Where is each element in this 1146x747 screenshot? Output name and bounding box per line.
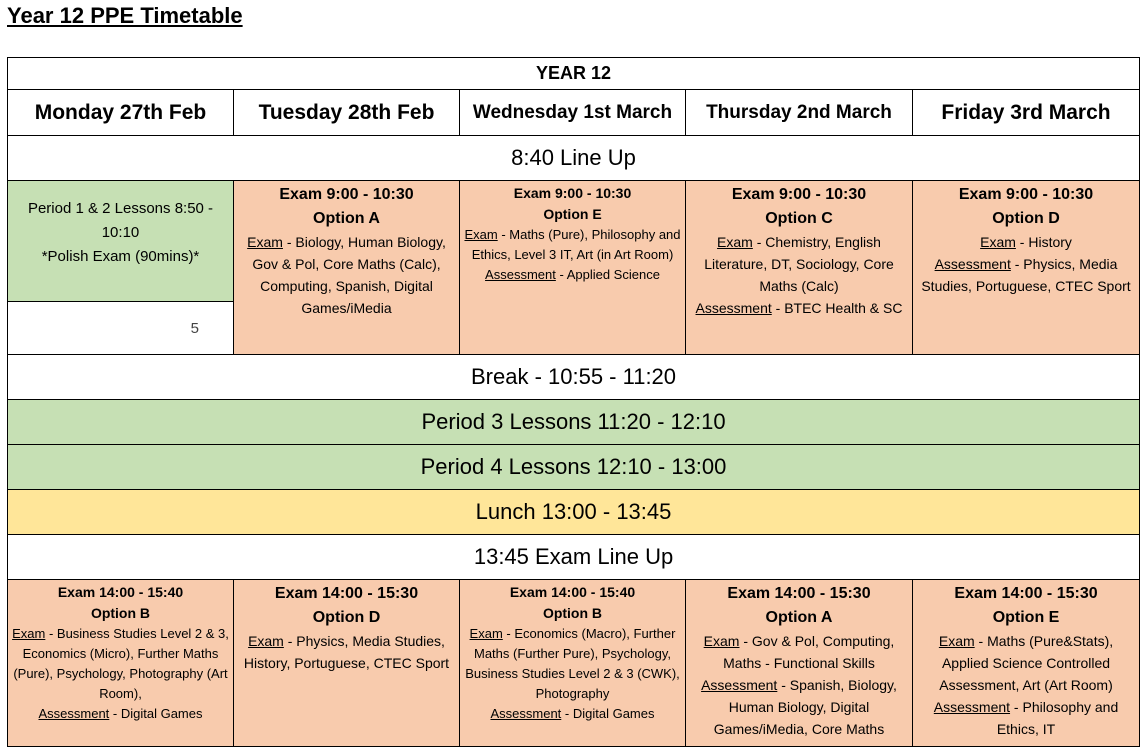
exam-time: Exam 9:00 - 10:30: [958, 186, 1094, 203]
assessment-label: Assessment: [490, 706, 562, 721]
thursday-am-exam: [686, 181, 913, 355]
exam-subjects: - Chemistry, English Literature, DT, Sociology, Core Maths (Calc): [704, 234, 894, 294]
exam-label: Exam: [12, 626, 46, 641]
friday-pm-exam: [913, 580, 1140, 747]
assessment-subjects: - Physics, Media Studies, Portuguese, CTEC Sport: [921, 256, 1131, 294]
exam-option: Option D: [992, 210, 1060, 227]
exam-time: Exam 14:00 - 15:30: [727, 585, 871, 602]
lunch-band: Lunch 13:00 - 13:45: [8, 490, 1140, 535]
exam-label: Exam: [248, 633, 284, 649]
exam-label: Exam: [469, 626, 503, 641]
exam-time: Exam 9:00 - 10:30: [513, 185, 632, 201]
exam-time: Exam 14:00 - 15:40: [509, 584, 636, 600]
exam-time: Exam 9:00 - 10:30: [279, 186, 414, 203]
day-thursday: Thursday 2nd March: [686, 90, 913, 136]
exam-label: Exam: [464, 227, 498, 242]
day-tuesday: Tuesday 28th Feb: [234, 90, 460, 136]
exam-label: Exam: [247, 234, 283, 250]
exam-subjects: - Biology, Human Biology, Gov & Pol, Core Maths (Calc), Computing, Spanish, Digital Games/iMedia: [252, 234, 446, 316]
exam-option: Option B: [90, 605, 151, 621]
exam-label: Exam: [717, 234, 753, 250]
monday-am-line2: 10:10: [101, 224, 140, 241]
exam-subjects: - History: [1015, 234, 1072, 250]
exam-option: Option E: [543, 206, 602, 222]
assessment-label: Assessment: [934, 256, 1011, 272]
monday-am-lessons: [8, 181, 234, 302]
exam-subjects: - Gov & Pol, Computing, Maths - Functional Skills: [723, 633, 895, 671]
thursday-pm-exam: [686, 580, 913, 747]
day-friday: Friday 3rd March: [913, 90, 1140, 136]
monday-am-polish: *Polish Exam (90mins)*: [41, 248, 200, 265]
day-monday: Monday 27th Feb: [8, 90, 234, 136]
assessment-subjects: - Philosophy and Ethics, IT: [996, 699, 1119, 737]
period3-band: Period 3 Lessons 11:20 - 12:10: [8, 400, 1140, 445]
assessment-label: Assessment: [485, 267, 556, 282]
tuesday-am-exam: [234, 181, 460, 355]
page-title: Year 12 PPE Timetable: [7, 3, 243, 28]
assessment-label: Assessment: [701, 677, 778, 693]
exam-option: Option A: [765, 609, 833, 626]
exam-subjects: - Maths (Pure&Stats), Applied Science Controlled Assessment, Art (Art Room): [939, 633, 1114, 693]
wednesday-am-exam: [460, 181, 686, 355]
friday-am-exam: [913, 181, 1140, 355]
exam-label: Exam: [980, 234, 1016, 250]
assessment-label: Assessment: [933, 699, 1011, 715]
assessment-label: Assessment: [695, 300, 772, 316]
line-up-pm: 13:45 Exam Line Up: [8, 535, 1140, 580]
line-up-am: 8:40 Line Up: [8, 136, 1140, 181]
exam-time: Exam 14:00 - 15:40: [57, 584, 184, 600]
exam-time: Exam 14:00 - 15:30: [274, 585, 419, 602]
exam-subjects: - Economics (Macro), Further Maths (Further Pure), Psychology, Business Studies Level 2 & 3 (CWK), Photography: [465, 626, 680, 701]
exam-option: Option A: [313, 210, 380, 227]
assessment-subjects: - Digital Games: [561, 706, 655, 721]
year-header: YEAR 12: [8, 58, 1140, 90]
assessment-subjects: - Digital Games: [109, 706, 203, 721]
break-band: Break - 10:55 - 11:20: [8, 355, 1140, 400]
exam-subjects: - Physics, Media Studies, History, Portuguese, CTEC Sport: [243, 633, 450, 671]
exam-subjects: - Business Studies Level 2 & 3, Economics (Micro), Further Maths (Pure), Psychology, Photography (Art Room),: [13, 626, 229, 701]
exam-time: Exam 9:00 - 10:30: [731, 186, 867, 203]
assessment-subjects: - Spanish, Biology, Human Biology, Digital Games/iMedia, Core Maths: [713, 677, 897, 737]
monday-pm-exam: [8, 580, 234, 747]
exam-subjects: - Maths (Pure), Philosophy and Ethics, Level 3 IT, Art (in Art Room): [471, 227, 681, 262]
assessment-subjects: - Applied Science: [555, 267, 660, 282]
wednesday-pm-exam: [460, 580, 686, 747]
exam-option: Option E: [992, 609, 1060, 626]
monday-am-blank: 5: [8, 302, 234, 355]
exam-option: Option B: [542, 605, 603, 621]
timetable: [7, 57, 1140, 747]
exam-label: Exam: [938, 633, 975, 649]
day-wednesday: Wednesday 1st March: [460, 90, 686, 136]
assessment-subjects: - BTEC Health & SC: [771, 300, 903, 316]
exam-option: Option C: [765, 210, 833, 227]
assessment-label: Assessment: [38, 706, 110, 721]
exam-label: Exam: [703, 633, 740, 649]
tuesday-pm-exam: [234, 580, 460, 747]
exam-option: Option D: [312, 609, 381, 626]
exam-time: Exam 14:00 - 15:30: [954, 585, 1098, 602]
monday-am-line1: Period 1 & 2 Lessons 8:50 -: [27, 200, 214, 217]
period4-band: Period 4 Lessons 12:10 - 13:00: [8, 445, 1140, 490]
